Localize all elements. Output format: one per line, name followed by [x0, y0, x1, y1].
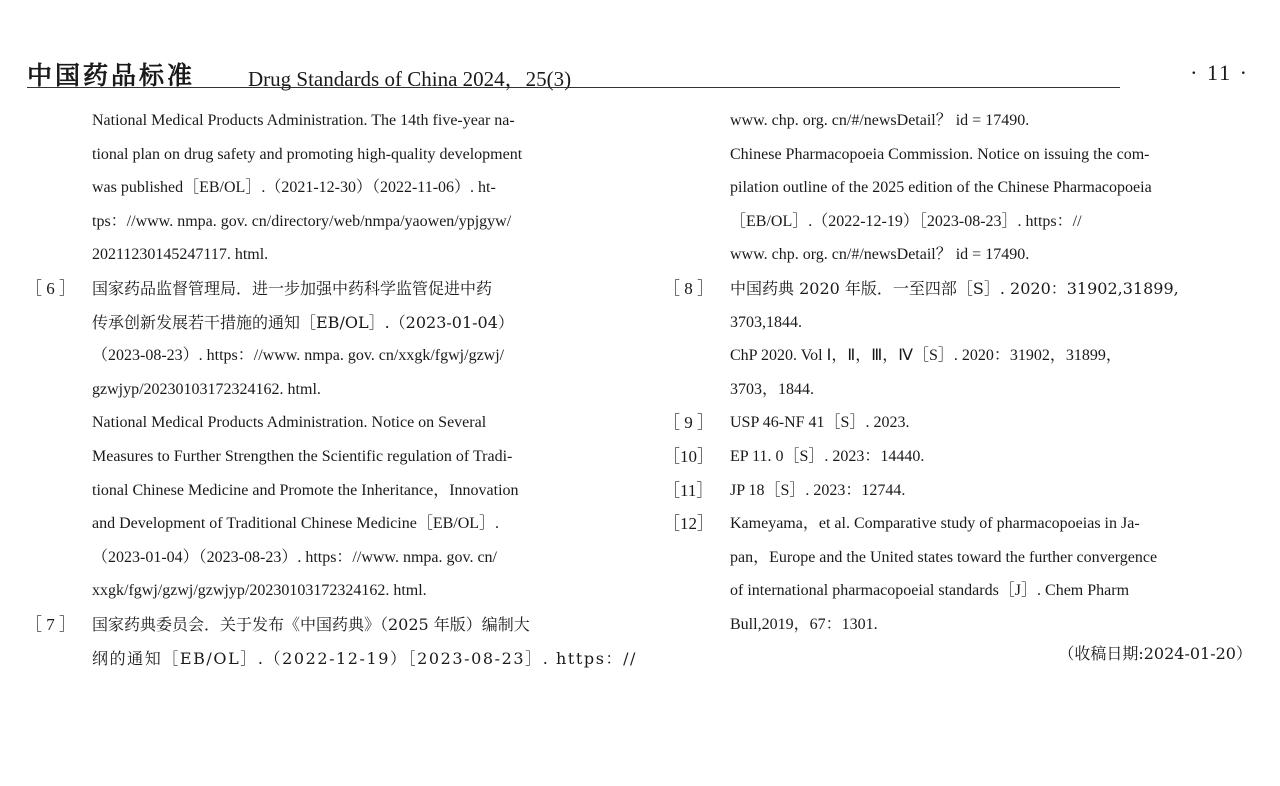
page-number: · 11 · — [1190, 60, 1249, 85]
reference-text: www. chp. org. cn/#/newsDetail？ id = 17490. — [730, 246, 1030, 264]
reference-line — [663, 306, 1253, 340]
reference-text: Kameyama，et al. Comparative study of pharmacopoeias in Ja- — [730, 515, 1140, 533]
reference-line — [25, 373, 615, 407]
reference-column-right — [663, 104, 1253, 642]
reference-text: Bull,2019，67：1301. — [730, 615, 878, 633]
reference-line — [25, 272, 615, 306]
reference-text: www. chp. org. cn/#/newsDetail？ id = 17490. — [730, 112, 1030, 129]
reference-line — [663, 541, 1253, 575]
reference-text: tional Chinese Medicine and Promote the Inheritance，Innovation — [92, 481, 519, 499]
reference-number: ［ 8 ］ — [663, 278, 714, 298]
reference-entry — [663, 440, 1253, 474]
reference-entry — [663, 104, 1253, 272]
reference-entry — [25, 104, 615, 272]
reference-line — [663, 138, 1253, 172]
reference-line — [663, 406, 1253, 440]
reference-line — [25, 541, 615, 575]
reference-line — [25, 474, 615, 508]
reference-line — [25, 306, 615, 340]
reference-entry — [663, 474, 1253, 508]
reference-line — [25, 339, 615, 373]
reference-text: Measures to Further Strengthen the Scientific regulation of Tradi- — [92, 447, 513, 465]
reference-text: tps：//www. nmpa. gov. cn/directory/web/nmpa/yaowen/ypjgyw/ — [92, 212, 512, 230]
reference-text: 国家药典委员会．关于发布《中国药典》（2025 年版）编制大 — [92, 614, 530, 634]
reference-number: ［12］ — [663, 514, 714, 534]
reference-line — [663, 171, 1253, 205]
reference-line — [25, 608, 615, 642]
header-rule — [27, 87, 1120, 88]
reference-text: xxgk/fgwj/gzwj/gzwjyp/20230103172324162. html. — [92, 582, 427, 600]
reference-line — [663, 238, 1253, 272]
reference-line — [663, 373, 1253, 407]
reference-text: tional plan on drug safety and promoting high-quality development — [92, 145, 523, 163]
reference-line — [25, 138, 615, 172]
reference-line — [663, 507, 1253, 541]
reference-line — [663, 574, 1253, 608]
reference-line — [663, 272, 1253, 306]
page-header — [27, 56, 1251, 90]
reference-line — [25, 507, 615, 541]
reference-text: Chinese Pharmacopoeia Commission. Notice on issuing the com- — [730, 145, 1150, 163]
reference-entry — [25, 272, 615, 608]
reference-text: National Medical Products Administration. Notice on Several — [92, 414, 487, 432]
received-date: （收稿日期:2024-01-20） — [1058, 644, 1252, 663]
reference-text: 中国药典 2020 年版．一至四部［S］. 2020：31902,31899, — [730, 278, 1179, 298]
reference-entry — [25, 608, 637, 675]
reference-number: ［ 7 ］ — [25, 614, 76, 634]
reference-line — [25, 104, 615, 138]
reference-column-left — [25, 104, 637, 675]
reference-text: pilation outline of the 2025 edition of the Chinese Pharmacopoeia — [730, 179, 1152, 197]
reference-text: ［EB/OL］.（2022-12-19）［2023-08-23］. https：// — [730, 212, 1082, 230]
reference-line — [663, 474, 1253, 508]
reference-text: ChP 2020. Vol Ⅰ，Ⅱ，Ⅲ，Ⅳ［S］. 2020：31902，31899， — [730, 347, 1122, 365]
reference-entry — [663, 507, 1253, 641]
reference-line — [25, 642, 637, 676]
reference-line — [25, 574, 615, 608]
reference-text: gzwjyp/20230103172324162. html. — [92, 380, 321, 398]
reference-text: 3703，1844. — [730, 380, 815, 398]
reference-line — [25, 238, 615, 272]
reference-text: 国家药品监督管理局．进一步加强中药科学监管促进中药 — [92, 278, 493, 298]
reference-text: of international pharmacopoeial standards［J］. Chem Pharm — [730, 582, 1130, 600]
reference-number: ［10］ — [663, 446, 714, 466]
reference-line — [25, 171, 615, 205]
reference-line — [25, 406, 615, 440]
reference-text: National Medical Products Administration. The 14th five-year na- — [92, 112, 515, 129]
reference-text: EP 11. 0［S］. 2023：14440. — [730, 447, 925, 465]
reference-text: pan，Europe and the United states toward the further convergence — [730, 548, 1158, 566]
reference-text: 3703,1844. — [730, 313, 802, 331]
reference-text: （2023-01-04）（2023-08-23）. https：//www. nmpa. gov. cn/ — [92, 548, 498, 566]
reference-entry — [663, 406, 1253, 440]
reference-text: 纲的通知［EB/OL］.（2022-12-19）［2023-08-23］. https：// — [92, 648, 637, 668]
reference-line — [663, 440, 1253, 474]
reference-number: ［ 6 ］ — [25, 278, 76, 298]
journal-title-cn: 中国药品标准 — [27, 61, 196, 90]
reference-text: was published［EB/OL］.（2021-12-30）（2022-11-06）. ht- — [92, 179, 496, 197]
reference-entry — [663, 272, 1253, 406]
journal-title-en: Drug Standards of China 2024，25(3) — [248, 67, 572, 91]
reference-line — [663, 205, 1253, 239]
reference-text: （2023-08-23）. https：//www. nmpa. gov. cn/xxgk/fgwj/gzwj/ — [92, 347, 505, 365]
reference-number: ［11］ — [663, 480, 714, 500]
reference-number: ［ 9 ］ — [663, 413, 714, 433]
reference-text: 20211230145247117. html. — [92, 246, 269, 264]
reference-text: USP 46-NF 41［S］. 2023. — [730, 414, 910, 432]
reference-text: and Development of Traditional Chinese Medicine［EB/OL］. — [92, 515, 500, 533]
reference-text: 传承创新发展若干措施的通知［EB/OL］.（2023-01-04） — [92, 312, 514, 332]
reference-line — [25, 205, 615, 239]
reference-line — [663, 339, 1253, 373]
reference-line — [663, 104, 1253, 138]
reference-line — [25, 440, 615, 474]
reference-text: JP 18［S］. 2023：12744. — [730, 481, 906, 499]
